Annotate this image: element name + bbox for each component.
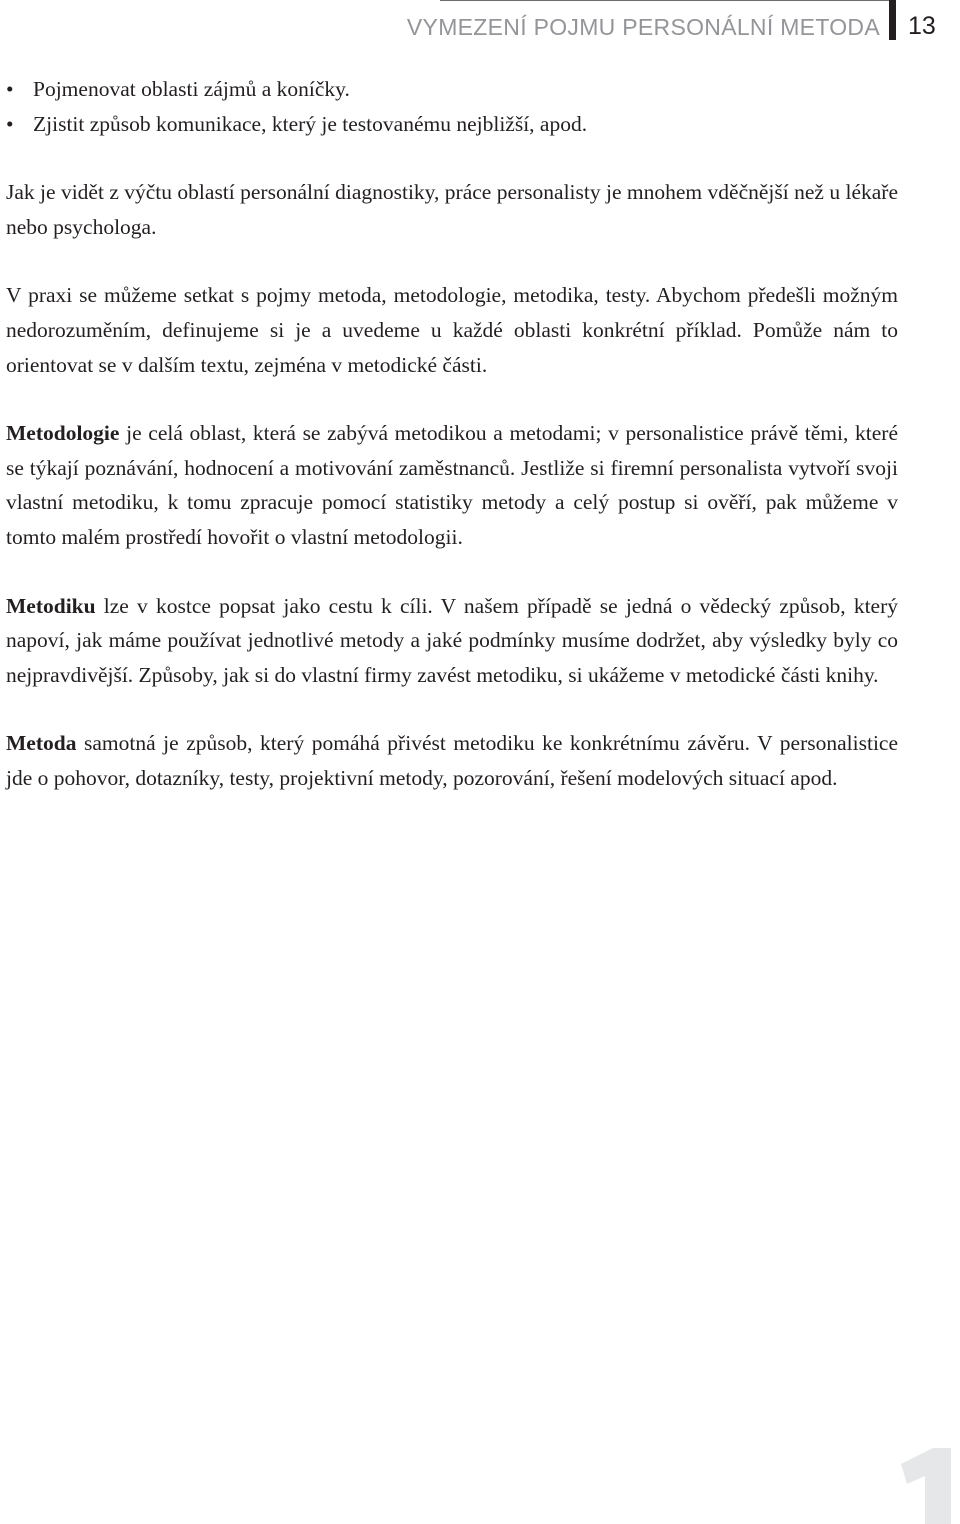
header-bar: [889, 0, 896, 40]
paragraph-text: je celá oblast, která se zabývá metodikou a metodami; v personalistice právě těmi, které se týkají poznávání, hodnocení a motivování zaměstnanců. Jestliže si firemní personalista vytvoří svoji vlastní metodiku, k tomu zpracuje pomocí statistiky metody a celý postup si ověří, pak můžeme v tomto malém prostředí hovořit o vlastní metodologii.: [6, 421, 898, 549]
bullet-item: • Zjistit způsob komunikace, který je testovanému nejbližší, apod.: [6, 107, 898, 142]
running-header-title: VYMEZENÍ POJMU PERSONÁLNÍ METODA: [406, 14, 880, 40]
chapter-number-mark: [893, 1442, 960, 1524]
paragraph-terms-intro: V praxi se můžeme setkat s pojmy metoda, metodologie, metodika, testy. Abychom předešli možným nedorozuměním, definujeme si je a uvedeme u každé oblasti konkrétní příklad. Pomůže nám to orientovat se v dalším textu, zejména v metodické části.: [6, 283, 898, 377]
running-header: [0, 0, 960, 60]
header-rule: [440, 0, 896, 1]
paragraph-text: samotná je způsob, který pomáhá přivést metodiku ke konkrétnímu závěru. V personalistice jde o pohovor, dotazníky, testy, projektivní metody, pozorování, řešení modelových situací apod.: [6, 731, 898, 790]
term-metoda: Metoda: [6, 731, 77, 756]
paragraph-metoda: [6, 726, 898, 795]
paragraph-metodologie: [6, 416, 898, 554]
chapter-number-glyph: [901, 1448, 951, 1524]
page-number: 13: [908, 12, 936, 40]
bullet-list: [6, 72, 898, 141]
term-metodologie: Metodologie: [6, 421, 120, 446]
term-metodika: Metodiku: [6, 593, 96, 618]
paragraph-diagnostics: Jak je vidět z výčtu oblastí personální diagnostiky, práce personalisty je mnohem vděčnější než u lékaře nebo psychologa.: [6, 180, 898, 239]
body-text: [6, 72, 898, 796]
paragraph-text: lze v kostce popsat jako cestu k cíli. V našem případě se jedná o vědecký způsob, který napoví, jak máme používat jednotlivé metody a jaké podmínky musíme dodržet, aby výsledky byly co nejpravdivější. Způsoby, jak si do vlastní firmy zavést metodiku, si ukážeme v metodické části knihy.: [6, 593, 898, 687]
bullet-item: • Pojmenovat oblasti zájmů a koníčky.: [6, 72, 898, 107]
paragraph-metodika: [6, 589, 898, 693]
